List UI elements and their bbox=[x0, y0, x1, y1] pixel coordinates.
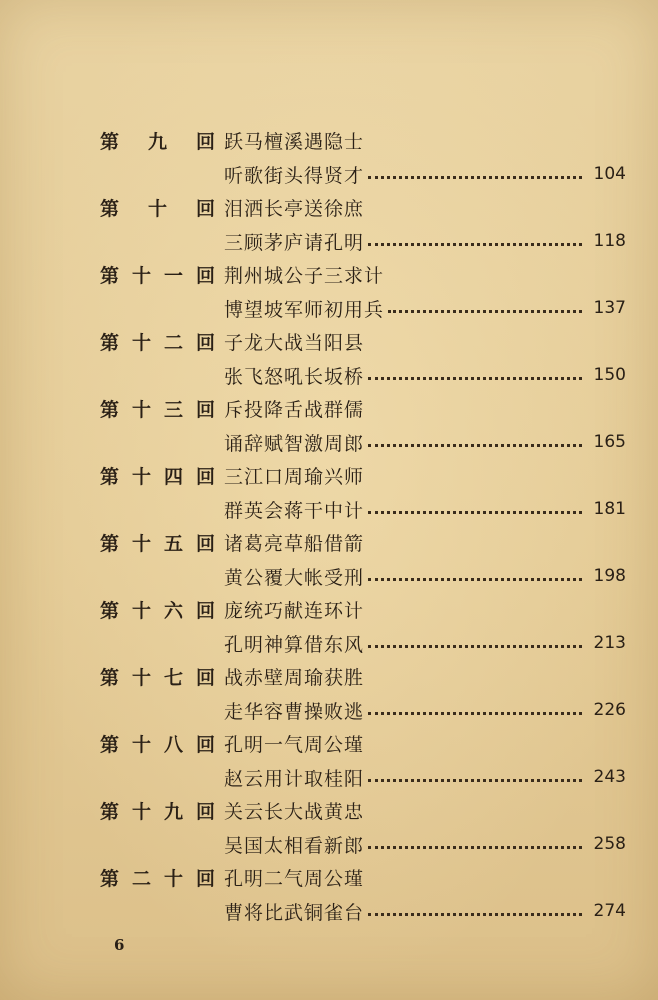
chapter-char: 二 bbox=[131, 868, 152, 891]
chapter-char: 十 bbox=[131, 265, 152, 288]
chapter-title-line-1: 子龙大战当阳县 bbox=[224, 332, 365, 355]
chapter-number bbox=[100, 596, 224, 623]
dot-leader bbox=[368, 846, 582, 849]
chapter-char: 十 bbox=[131, 466, 152, 489]
entry-page-number: 165 bbox=[593, 432, 626, 453]
dot-leader bbox=[368, 511, 582, 514]
toc-entry bbox=[100, 191, 626, 258]
chapter-title-line-2: 群英会蒋干中计 bbox=[224, 499, 365, 522]
toc-row-heading bbox=[100, 861, 626, 895]
chapter-number bbox=[100, 529, 224, 556]
chapter-title-line-2: 张飞怒吼长坂桥 bbox=[224, 365, 365, 388]
toc-row-heading bbox=[100, 191, 626, 225]
toc-row-heading bbox=[100, 794, 626, 828]
entry-page-number: 181 bbox=[593, 499, 626, 520]
toc-entry bbox=[100, 325, 626, 392]
chapter-title-line-1: 庞统巧献连环计 bbox=[224, 600, 365, 623]
chapter-char: 回 bbox=[195, 265, 216, 288]
dot-leader bbox=[368, 444, 582, 447]
chapter-title-line-1: 跃马檀溪遇隐士 bbox=[224, 131, 365, 154]
toc-row-heading bbox=[100, 660, 626, 694]
chapter-title-line-1: 斥投降舌战群儒 bbox=[224, 399, 365, 422]
toc-entry bbox=[100, 794, 626, 861]
chapter-char: 回 bbox=[195, 600, 216, 623]
chapter-char: 回 bbox=[195, 734, 216, 757]
page-number: 6 bbox=[114, 936, 125, 954]
entry-page-number: 213 bbox=[593, 633, 626, 654]
chapter-char: 十 bbox=[131, 600, 152, 623]
chapter-number bbox=[100, 127, 224, 154]
toc-row-subtitle bbox=[100, 493, 626, 527]
chapter-char: 第 bbox=[100, 801, 121, 824]
chapter-char: 第 bbox=[100, 466, 121, 489]
chapter-char: 十 bbox=[163, 868, 184, 891]
chapter-title-line-1: 泪洒长亭送徐庶 bbox=[224, 198, 365, 221]
chapter-title-line-2: 曹将比武铜雀台 bbox=[224, 901, 365, 924]
toc-row-subtitle bbox=[100, 694, 626, 728]
toc-entry bbox=[100, 258, 626, 325]
chapter-char: 回 bbox=[195, 399, 216, 422]
chapter-number bbox=[100, 462, 224, 489]
chapter-char: 一 bbox=[163, 265, 184, 288]
toc-row-subtitle bbox=[100, 158, 626, 192]
dot-leader bbox=[368, 578, 582, 581]
chapter-title-line-1: 关云长大战黄忠 bbox=[224, 801, 365, 824]
toc-row-subtitle bbox=[100, 292, 626, 326]
toc-row-heading bbox=[100, 124, 626, 158]
toc-entry bbox=[100, 727, 626, 794]
dot-leader bbox=[368, 377, 582, 380]
chapter-char: 第 bbox=[100, 734, 121, 757]
chapter-number bbox=[100, 663, 224, 690]
toc-row-heading bbox=[100, 526, 626, 560]
chapter-char: 五 bbox=[163, 533, 184, 556]
chapter-title-line-1: 战赤壁周瑜获胜 bbox=[224, 667, 365, 690]
chapter-title-line-1: 三江口周瑜兴师 bbox=[224, 466, 365, 489]
chapter-char: 第 bbox=[100, 131, 121, 154]
chapter-title-line-2: 诵辞赋智激周郎 bbox=[224, 432, 365, 455]
chapter-char: 八 bbox=[163, 734, 184, 757]
chapter-char: 第 bbox=[100, 332, 121, 355]
chapter-char: 第 bbox=[100, 399, 121, 422]
chapter-char: 十 bbox=[131, 801, 152, 824]
chapter-char: 第 bbox=[100, 667, 121, 690]
chapter-char: 第 bbox=[100, 868, 121, 891]
chapter-char: 回 bbox=[195, 801, 216, 824]
dot-leader bbox=[368, 243, 582, 246]
chapter-title-line-2: 博望坡军师初用兵 bbox=[224, 298, 385, 321]
chapter-char: 第 bbox=[100, 533, 121, 556]
chapter-number bbox=[100, 730, 224, 757]
dot-leader bbox=[368, 779, 582, 782]
dot-leader bbox=[368, 645, 582, 648]
dot-leader bbox=[388, 310, 582, 313]
toc-row-heading bbox=[100, 593, 626, 627]
toc-entry bbox=[100, 593, 626, 660]
dot-leader bbox=[368, 913, 582, 916]
toc-row-heading bbox=[100, 258, 626, 292]
chapter-char: 回 bbox=[195, 868, 216, 891]
chapter-char: 十 bbox=[131, 533, 152, 556]
chapter-char: 二 bbox=[163, 332, 184, 355]
chapter-number bbox=[100, 194, 224, 221]
chapter-char: 第 bbox=[100, 265, 121, 288]
chapter-number bbox=[100, 864, 224, 891]
entry-page-number: 104 bbox=[593, 164, 626, 185]
chapter-char: 七 bbox=[163, 667, 184, 690]
chapter-title-line-2: 走华容曹操败逃 bbox=[224, 700, 365, 723]
entry-page-number: 258 bbox=[593, 834, 626, 855]
entry-page-number: 226 bbox=[593, 700, 626, 721]
dot-leader bbox=[368, 712, 582, 715]
toc-row-heading bbox=[100, 325, 626, 359]
chapter-char: 十 bbox=[131, 734, 152, 757]
entry-page-number: 150 bbox=[593, 365, 626, 386]
chapter-char: 三 bbox=[163, 399, 184, 422]
entry-page-number: 118 bbox=[593, 231, 626, 252]
toc-row-subtitle bbox=[100, 828, 626, 862]
chapter-char: 六 bbox=[163, 600, 184, 623]
chapter-title-line-2: 吴国太相看新郎 bbox=[224, 834, 365, 857]
chapter-number bbox=[100, 797, 224, 824]
chapter-char: 回 bbox=[195, 131, 216, 154]
chapter-char: 十 bbox=[131, 667, 152, 690]
chapter-title-line-1: 孔明二气周公瑾 bbox=[224, 868, 365, 891]
chapter-char: 十 bbox=[131, 332, 152, 355]
chapter-char: 十 bbox=[131, 399, 152, 422]
toc-row-subtitle bbox=[100, 426, 626, 460]
toc-entry bbox=[100, 660, 626, 727]
chapter-number bbox=[100, 328, 224, 355]
chapter-char: 回 bbox=[195, 332, 216, 355]
toc-row-subtitle bbox=[100, 359, 626, 393]
toc-entry bbox=[100, 124, 626, 191]
toc-row-subtitle bbox=[100, 761, 626, 795]
entry-page-number: 243 bbox=[593, 767, 626, 788]
toc-row-subtitle bbox=[100, 560, 626, 594]
chapter-char: 回 bbox=[195, 667, 216, 690]
chapter-number bbox=[100, 395, 224, 422]
toc-entry bbox=[100, 459, 626, 526]
toc-row-subtitle bbox=[100, 225, 626, 259]
entry-page-number: 198 bbox=[593, 566, 626, 587]
chapter-title-line-2: 听歌街头得贤才 bbox=[224, 164, 365, 187]
toc-row-heading bbox=[100, 459, 626, 493]
chapter-char: 九 bbox=[147, 131, 168, 154]
toc-row-heading bbox=[100, 392, 626, 426]
chapter-char: 九 bbox=[163, 801, 184, 824]
toc-entry bbox=[100, 861, 626, 928]
chapter-title-line-1: 诸葛亮草船借箭 bbox=[224, 533, 365, 556]
chapter-char: 回 bbox=[195, 198, 216, 221]
entry-page-number: 137 bbox=[593, 298, 626, 319]
toc-entry bbox=[100, 526, 626, 593]
chapter-char: 回 bbox=[195, 466, 216, 489]
chapter-char: 四 bbox=[163, 466, 184, 489]
toc-row-subtitle bbox=[100, 627, 626, 661]
chapter-char: 十 bbox=[147, 198, 168, 221]
toc-entry bbox=[100, 392, 626, 459]
chapter-title-line-1: 荆州城公子三求计 bbox=[224, 265, 385, 288]
chapter-title-line-2: 赵云用计取桂阳 bbox=[224, 767, 365, 790]
chapter-char: 回 bbox=[195, 533, 216, 556]
toc-row-heading bbox=[100, 727, 626, 761]
chapter-char: 第 bbox=[100, 198, 121, 221]
chapter-title-line-2: 黄公覆大帐受刑 bbox=[224, 566, 365, 589]
chapter-number bbox=[100, 261, 224, 288]
chapter-title-line-1: 孔明一气周公瑾 bbox=[224, 734, 365, 757]
chapter-title-line-2: 三顾茅庐请孔明 bbox=[224, 231, 365, 254]
chapter-title-line-2: 孔明神算借东风 bbox=[224, 633, 365, 656]
chapter-char: 第 bbox=[100, 600, 121, 623]
table-of-contents bbox=[100, 124, 626, 928]
dot-leader bbox=[368, 176, 582, 179]
toc-row-subtitle bbox=[100, 895, 626, 929]
entry-page-number: 274 bbox=[593, 901, 626, 922]
